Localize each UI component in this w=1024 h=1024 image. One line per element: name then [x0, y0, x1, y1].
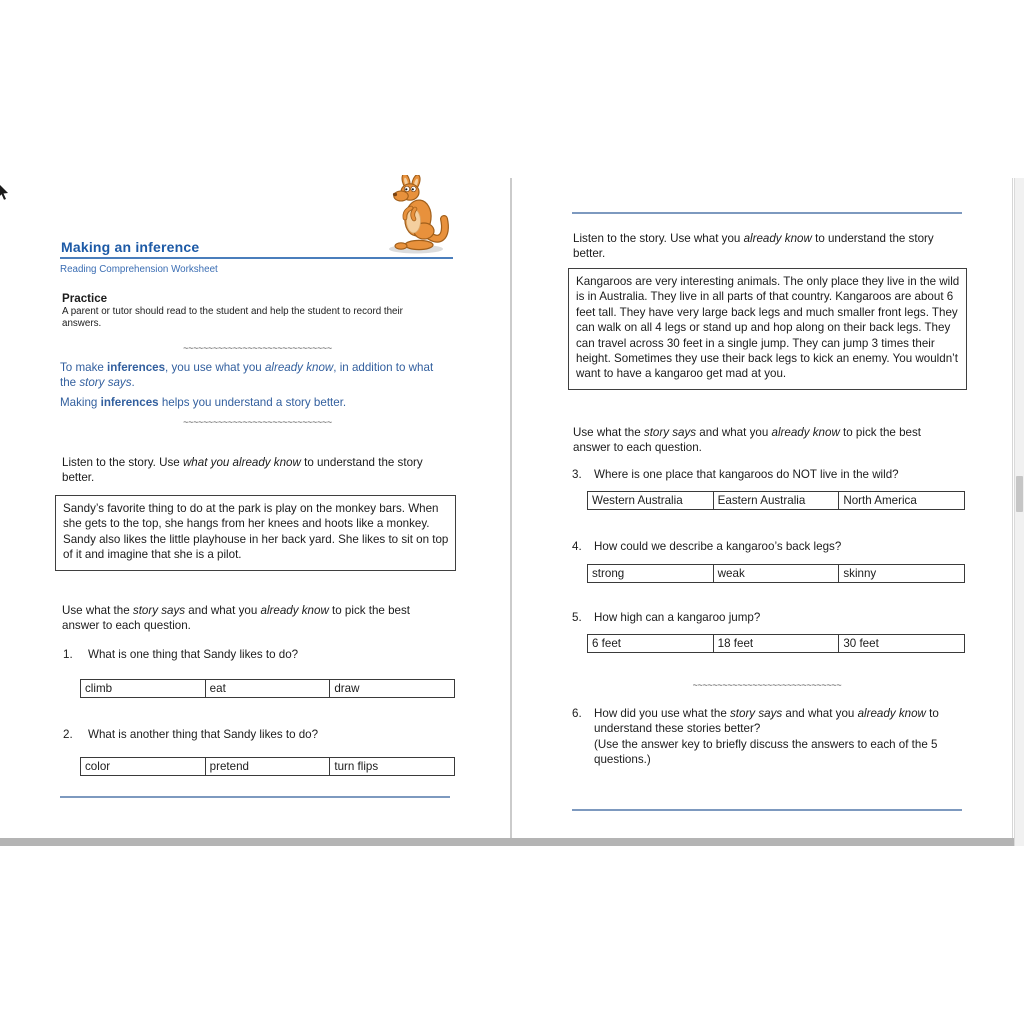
answer-options-table-q3: [587, 491, 965, 510]
text-run: To make: [60, 361, 108, 374]
page-right-edge: [1012, 178, 1013, 838]
answer-option[interactable]: turn flips: [334, 760, 379, 773]
page-subtitle: Reading Comprehension Worksheet: [60, 264, 218, 275]
answer-option[interactable]: skinny: [843, 567, 877, 580]
practice-instructions: A parent or tutor should read to the student and help the student to record their answers.: [62, 306, 403, 329]
text-run: Making: [60, 396, 101, 409]
answer-option[interactable]: 6 feet: [588, 635, 714, 652]
question-6: [572, 706, 964, 767]
inference-intro-paragraph: [60, 360, 448, 391]
answer-option[interactable]: color: [81, 758, 206, 775]
text-run: and what you: [696, 426, 772, 439]
text-run: Listen to the story. Use: [62, 456, 183, 469]
viewer-bottom-edge: [0, 838, 1014, 846]
answer-options-table-q4: [587, 564, 965, 583]
text-run: already know: [857, 707, 926, 720]
text-run: , you use what you: [165, 361, 265, 374]
text-run: already know: [771, 426, 840, 439]
title-rule: [60, 257, 453, 259]
answer-option[interactable]: Eastern Australia: [714, 492, 840, 509]
text-run: story says: [132, 604, 186, 617]
text-run: story says: [643, 426, 697, 439]
question-text: What is another thing that Sandy likes to do?: [88, 728, 319, 741]
answer-options-table-q5: [587, 634, 965, 653]
practice-heading: Practice: [62, 292, 108, 305]
right-footer-rule: [572, 809, 962, 811]
answer-option[interactable]: climb: [81, 680, 206, 697]
question-number: 1.: [63, 648, 73, 661]
text-run: helps you understand a story better.: [158, 396, 347, 409]
text-run: to pick the best answer to each question.: [573, 426, 922, 455]
question-4: [572, 539, 966, 554]
question-text: [594, 707, 939, 735]
answer-option[interactable]: Western Australia: [588, 492, 714, 509]
tilde-separator: ~~~~~~~~~~~~~~~~~~~~~~~~~~~~~~: [183, 343, 332, 353]
text-run: .: [131, 376, 135, 390]
mouse-cursor-icon: [0, 184, 10, 200]
answer-option[interactable]: weak: [714, 565, 840, 582]
question-text: How high can a kangaroo jump?: [594, 611, 761, 624]
text-run: and what you: [185, 604, 261, 617]
answer-option[interactable]: strong: [588, 565, 714, 582]
text-run: what you already know: [182, 456, 301, 469]
kangaroo-illustration: [381, 175, 451, 257]
scrollbar-track[interactable]: [1014, 178, 1024, 846]
listen-instruction: [573, 231, 963, 262]
answer-option[interactable]: North America: [843, 494, 917, 507]
text-run: already know: [743, 232, 812, 245]
text-run: to understand these stories better?: [594, 707, 939, 736]
text-run: story says: [79, 376, 132, 390]
text-run: already know: [264, 361, 334, 374]
text-run: to understand the story better.: [573, 232, 934, 261]
text-run: Use what the: [62, 604, 133, 617]
scrollbar-thumb[interactable]: [1016, 476, 1023, 512]
question-3: [572, 467, 966, 482]
inference-benefit-paragraph: [60, 395, 448, 410]
use-prompt: [62, 603, 444, 634]
text-run: inferences: [100, 396, 159, 409]
question-2: [63, 727, 453, 742]
use-prompt: [573, 425, 959, 456]
question-text: Where is one place that kangaroos do NOT live in the wild?: [594, 468, 899, 481]
story-box-sandy: Sandy’s favorite thing to do at the park is play on the monkey bars. When she gets to the top, she hangs from her knees and hoots like a monkey. Sandy also likes the little playhouse in her back yard. She likes to sit on top of it and imagine that she is a pilot.: [55, 495, 456, 571]
question-text: How could we describe a kangaroo’s back legs?: [594, 540, 842, 553]
tilde-separator: ~~~~~~~~~~~~~~~~~~~~~~~~~~~~~~: [183, 417, 332, 427]
question-number: 5.: [572, 611, 582, 624]
text-run: , in addition to what the: [60, 361, 434, 390]
left-footer-rule: [60, 796, 450, 798]
answer-options-table-q1: [80, 679, 455, 698]
right-header-rule: [572, 212, 962, 214]
question-number: 6.: [572, 707, 582, 720]
text-run: to pick the best answer to each question.: [62, 604, 411, 633]
question-number: 4.: [572, 540, 582, 553]
question-5: [572, 610, 966, 625]
text-run: Use what the: [573, 426, 644, 439]
answer-option[interactable]: 30 feet: [843, 637, 879, 650]
listen-instruction: [62, 455, 450, 486]
text-run: How did you use what the: [594, 707, 730, 720]
text-run: Listen to the story. Use what you: [573, 232, 744, 245]
page-divider: [510, 178, 512, 838]
answer-option[interactable]: pretend: [206, 758, 331, 775]
page-title: Making an inference: [61, 239, 200, 255]
answer-options-table-q2: [80, 757, 455, 776]
question-number: 2.: [63, 728, 73, 741]
question-number: 3.: [572, 468, 582, 481]
tilde-separator: ~~~~~~~~~~~~~~~~~~~~~~~~~~~~~~: [692, 680, 842, 690]
text-run: story says: [729, 707, 783, 720]
text-run: to understand the story better.: [62, 456, 423, 485]
question-note: (Use the answer key to briefly discuss the answers to each of the 5 questions.): [594, 737, 938, 766]
answer-option[interactable]: eat: [206, 680, 331, 697]
text-run: inferences: [107, 361, 166, 374]
text-run: and what you: [782, 707, 858, 720]
question-1: [63, 647, 453, 662]
answer-option[interactable]: draw: [334, 682, 360, 695]
story-box-kangaroo: Kangaroos are very interesting animals. The only place they live in the wild is in Australia. They live in all parts of that country. Kangaroos are about 6 feet tall. They have very large back legs and much smaller front legs. They can walk on all 4 legs or stand up and hop along on their back legs. They can travel across 30 feet in a single jump. They can jump 3 times their height. Sometimes they use their back legs to kick an enemy. You wouldn’t want to have a kangaroo get mad at you.: [568, 268, 967, 390]
text-run: already know: [260, 604, 329, 617]
answer-option[interactable]: 18 feet: [714, 635, 840, 652]
question-text: What is one thing that Sandy likes to do?: [88, 648, 299, 661]
